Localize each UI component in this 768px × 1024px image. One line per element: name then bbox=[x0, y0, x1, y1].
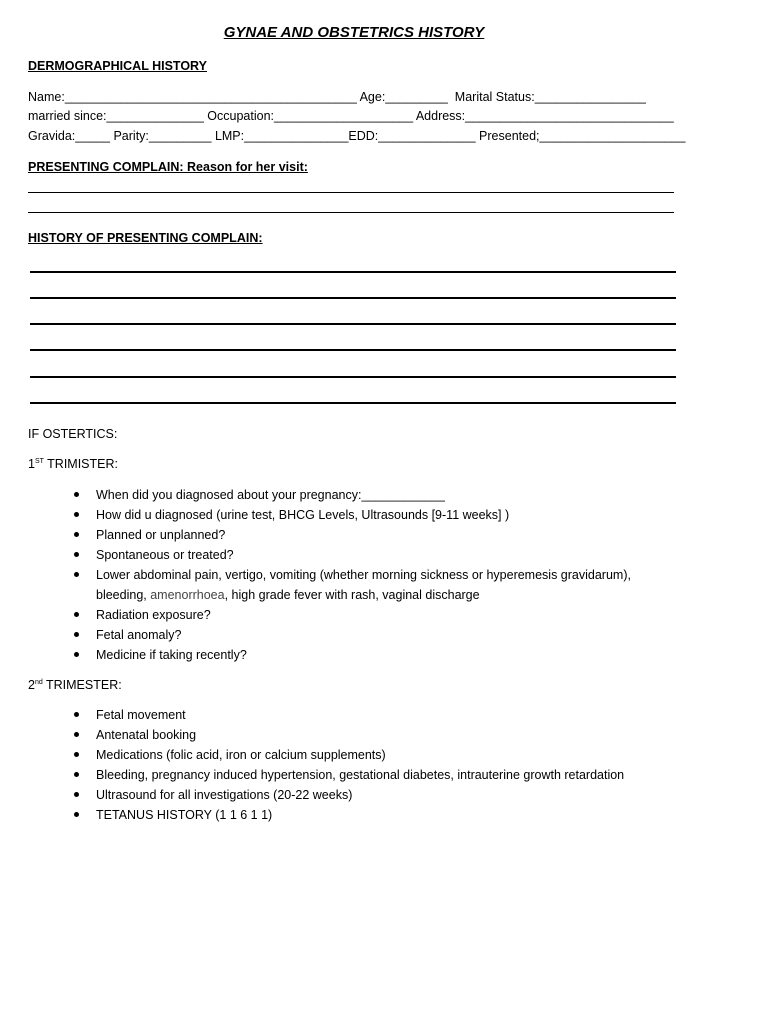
demographic-line-gravida: Gravida:_____ Parity:_________ LMP:_______________EDD:______________ Presented;_____________________ bbox=[28, 129, 686, 143]
list-item-text: Antenatal booking bbox=[96, 728, 197, 742]
list-item bbox=[0, 605, 656, 625]
bullet-icon bbox=[74, 652, 79, 657]
bullet-icon bbox=[74, 492, 79, 497]
list-item-text-continued: bleeding, bbox=[96, 588, 151, 602]
demographic-line-name: Name:__________________________________________ Age:_________ Marital Status:________________ bbox=[28, 90, 646, 104]
list-item-text: When did you diagnosed about your pregnancy:____________ bbox=[96, 488, 445, 502]
list-item-text: Medications (folic acid, iron or calcium supplements) bbox=[96, 748, 386, 762]
trimester1-number: 1 bbox=[28, 457, 35, 471]
trimester1-list bbox=[0, 485, 656, 665]
list-item-text: Ultrasound for all investigations (20-22 weeks) bbox=[96, 788, 353, 802]
trimester1-heading bbox=[28, 457, 118, 471]
bullet-icon bbox=[74, 732, 79, 737]
trimester2-heading bbox=[28, 678, 122, 692]
trimester2-number: 2 bbox=[28, 678, 35, 692]
list-item bbox=[0, 565, 656, 605]
answer-line bbox=[28, 212, 674, 213]
demographic-line-married: married since:______________ Occupation:____________________ Address:______________________________ bbox=[28, 109, 674, 123]
list-item bbox=[0, 805, 656, 825]
list-item-text: How did u diagnosed (urine test, BHCG Levels, Ultrasounds [9-11 weeks] ) bbox=[96, 508, 510, 522]
bullet-icon bbox=[74, 552, 79, 557]
answer-line bbox=[30, 402, 676, 404]
answer-line bbox=[28, 192, 674, 193]
bullet-icon bbox=[74, 612, 79, 617]
list-item bbox=[0, 485, 656, 505]
list-item-text: Lower abdominal pain, vertigo, vomiting (whether morning sickness or hyperemesis gravidarum), bbox=[96, 568, 631, 582]
trimester2-list bbox=[0, 705, 656, 825]
answer-line bbox=[30, 297, 676, 299]
list-item bbox=[0, 545, 656, 565]
obstetrics-label: IF OSTERTICS: bbox=[28, 427, 118, 441]
bullet-icon bbox=[74, 812, 79, 817]
bullet-icon bbox=[74, 532, 79, 537]
list-item bbox=[0, 725, 656, 745]
list-item-text: Radiation exposure? bbox=[96, 608, 211, 622]
list-item bbox=[0, 505, 656, 525]
answer-line bbox=[30, 271, 676, 273]
answer-line bbox=[30, 376, 676, 378]
bullet-icon bbox=[74, 512, 79, 517]
list-item-text: Bleeding, pregnancy induced hypertension, gestational diabetes, intrauterine growth retardation bbox=[96, 768, 625, 782]
bullet-icon bbox=[74, 572, 79, 577]
bullet-icon bbox=[74, 712, 79, 717]
bullet-icon bbox=[74, 772, 79, 777]
bullet-icon bbox=[74, 792, 79, 797]
list-item-text: Medicine if taking recently? bbox=[96, 648, 247, 662]
list-item-text-amenorrhoea: amenorrhoea bbox=[150, 588, 225, 602]
trimester2-superscript: nd bbox=[34, 678, 43, 686]
list-item bbox=[0, 625, 656, 645]
list-item bbox=[0, 705, 656, 725]
list-item bbox=[0, 525, 656, 545]
bullet-icon bbox=[74, 632, 79, 637]
list-item-text: Planned or unplanned? bbox=[96, 528, 226, 542]
presenting-complaint-heading: PRESENTING COMPLAIN: Reason for her visit: bbox=[28, 160, 308, 174]
list-item-text-continued-end: , high grade fever with rash, vaginal discharge bbox=[224, 588, 480, 602]
bullet-icon bbox=[74, 752, 79, 757]
list-item-text: Fetal anomaly? bbox=[96, 628, 182, 642]
list-item-text: Spontaneous or treated? bbox=[96, 548, 234, 562]
list-item-text: Fetal movement bbox=[96, 708, 186, 722]
list-item bbox=[0, 745, 656, 765]
trimester2-label: TRIMESTER: bbox=[42, 678, 122, 692]
list-item bbox=[0, 785, 656, 805]
trimester1-superscript: ST bbox=[34, 457, 44, 465]
list-item bbox=[0, 765, 656, 785]
answer-line bbox=[30, 323, 676, 325]
demographic-heading: DERMOGRAPHICAL HISTORY bbox=[28, 59, 207, 73]
list-item bbox=[0, 645, 656, 665]
list-item-text: TETANUS HISTORY (1 1 6 1 1) bbox=[96, 808, 273, 822]
document-title: GYNAE AND OBSTETRICS HISTORY bbox=[223, 24, 485, 41]
answer-line bbox=[30, 349, 676, 351]
history-heading: HISTORY OF PRESENTING COMPLAIN: bbox=[28, 231, 263, 245]
trimester1-label: TRIMISTER: bbox=[43, 457, 118, 471]
